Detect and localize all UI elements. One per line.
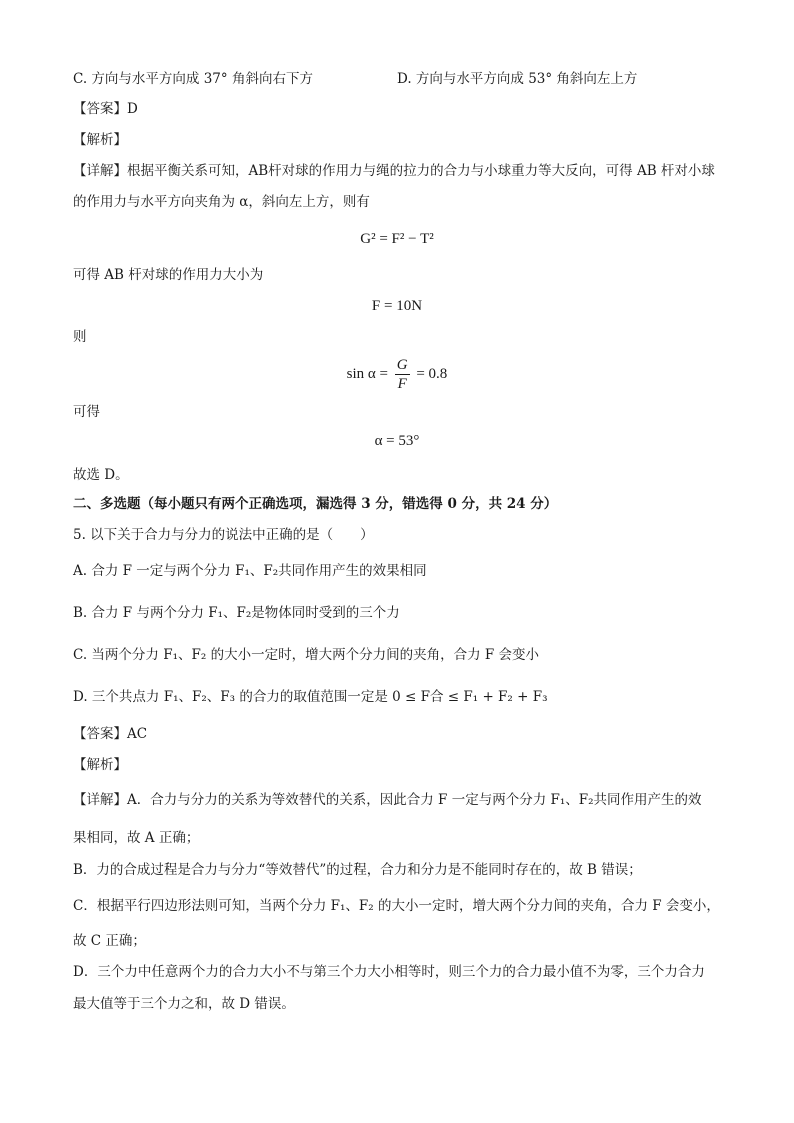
q5-answer: 【答案】AC — [73, 726, 148, 742]
q4-option-c: C. 方向与水平方向成 37° 角斜向右下方 — [73, 71, 313, 87]
q4-text-force-magnitude: 可得 AB 杆对球的作用力大小为 — [73, 267, 264, 283]
eq3-right: = 0.8 — [416, 365, 448, 382]
q5-option-d: D. 三个共点力 F₁、F₂、F₃ 的合力的取值范围一定是 0 ≤ F合 ≤ F₁ + F₂ + F₃ — [73, 689, 548, 705]
q5-analysis-label: 【解析】 — [73, 757, 127, 773]
section-heading-multiple-choice: 二、多选题（每小题只有两个正确选项，漏选得 3 分，错选得 0 分，共 24 分） — [73, 496, 558, 512]
q4-detail-line-1: 【详解】根据平衡关系可知，AB杆对球的作用力与绳的拉力的合力与小球重力等大反向，可得 AB 杆对小球 — [73, 163, 715, 179]
fraction-denominator: F — [397, 376, 407, 392]
q4-detail-line-2: 的作用力与水平方向夹角为 α，斜向左上方，则有 — [73, 194, 370, 210]
fraction-g-over-f — [395, 356, 410, 393]
equation-f-value: F = 10N — [371, 298, 423, 314]
q5-option-a: A. 合力 F 一定与两个分力 F₁、F₂共同作用产生的效果相同 — [73, 563, 427, 579]
q4-analysis-label: 【解析】 — [73, 132, 127, 148]
q5-stem: 5. 以下关于合力与分力的说法中正确的是（ ） — [73, 527, 374, 543]
equation-sin-alpha — [0, 356, 794, 393]
q5-option-b: B. 合力 F 与两个分力 F₁、F₂是物体同时受到的三个力 — [73, 605, 400, 621]
q5-detail-a-line-1: 【详解】A．合力与分力的关系为等效替代的关系，因此合力 F 一定与两个分力 F₁、F₂共同作用产生的效 — [73, 792, 702, 808]
equation-alpha-value: α = 53° — [374, 433, 420, 449]
q4-conclusion: 故选 D。 — [73, 467, 129, 483]
q4-option-d: D. 方向与水平方向成 53° 角斜向左上方 — [397, 71, 638, 87]
q5-detail-c-line-2: 故 C 正确； — [73, 933, 146, 949]
q4-text-obtain: 可得 — [73, 404, 100, 420]
q5-detail-d-line-2: 最大值等于三个力之和，故 D 错误。 — [73, 996, 295, 1012]
q5-option-c: C. 当两个分力 F₁、F₂ 的大小一定时，增大两个分力间的夹角，合力 F 会变小 — [73, 647, 540, 663]
fraction-numerator: G — [396, 357, 408, 373]
q5-detail-c-line-1: C．根据平行四边形法则可知，当两个分力 F₁、F₂ 的大小一定时，增大两个分力间的夹角，合力 F 会变小， — [73, 898, 720, 914]
q5-detail-d-line-1: D．三个力中任意两个力的合力大小不与第三个力大小相等时，则三个力的合力最小值不为零，三个力合力 — [73, 964, 705, 980]
q5-detail-a-line-2: 果相同，故 A 正确； — [73, 830, 200, 846]
q5-detail-b: B．力的合成过程是合力与分力“等效替代”的过程，合力和分力是不能同时存在的，故 B 错误； — [73, 862, 642, 878]
eq3-left: sin α = — [346, 365, 388, 382]
q4-text-then: 则 — [73, 329, 87, 345]
q4-answer: 【答案】D — [73, 101, 138, 117]
equation-g-squared: G² = F² − T² — [360, 231, 434, 247]
